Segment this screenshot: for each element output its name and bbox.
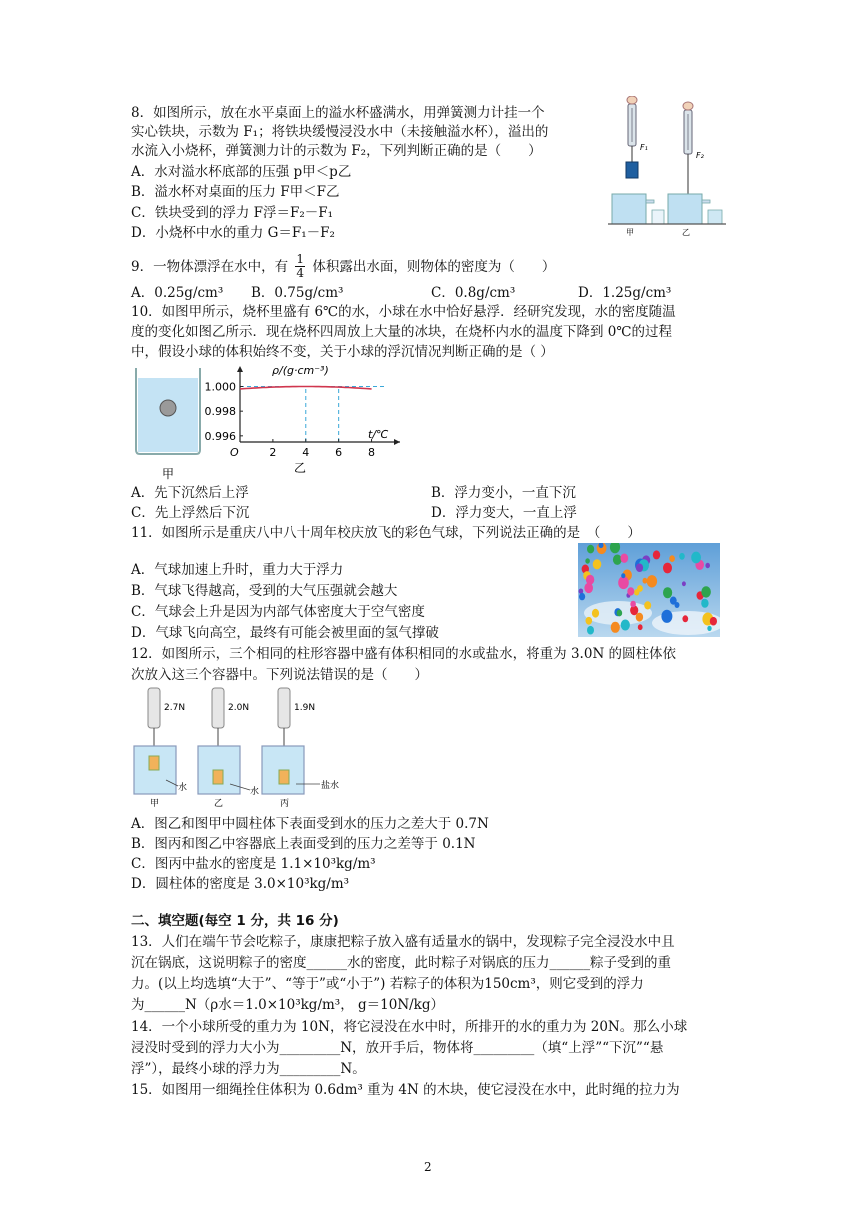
- balloon: [586, 575, 594, 585]
- q8-figure-overflow-cups: [608, 96, 726, 236]
- q9-option-c: C．0.8g/cm³: [431, 285, 516, 301]
- chart-x-axis-label: t/℃: [368, 428, 389, 441]
- q10-text-line-1: 10．如图甲所示，烧杯里盛有 6℃的水，小球在水中恰好悬浮．经研究发现，水的密度随温: [131, 304, 676, 320]
- balloon: [653, 550, 660, 559]
- page-number: 2: [424, 1160, 432, 1174]
- x-tick-label-2: 6: [335, 446, 343, 459]
- balloon: [592, 609, 599, 618]
- q12-label-bing: 丙: [280, 799, 290, 809]
- q13-text-line-3: 力。(以上均选填“大于”、“等于”或“小于”) 若粽子的体积为150cm³，则它受到的浮力: [131, 976, 644, 992]
- q8-option-a: A．水对溢水杯底部的压强 p甲＜p乙: [131, 164, 352, 180]
- q9-text: [131, 254, 555, 281]
- y-tick-label-0: 1.000: [204, 380, 236, 394]
- q8-yi-label: 乙: [682, 228, 690, 236]
- q11-text: 11．如图所示是重庆八中八十周年校庆放飞的彩色气球，下列说法正确的是 （ ）: [131, 525, 641, 541]
- q9-fraction-numerator: 1: [296, 252, 305, 266]
- q9-text-start: 9．一物体漂浮在水中，有: [131, 259, 289, 275]
- container-yi: [198, 688, 259, 809]
- section-fill-in-title: 二、填空题(每空 1 分，共 16 分): [131, 913, 339, 929]
- density-temperature-chart: [200, 362, 410, 474]
- balloon: [669, 555, 675, 562]
- balloon: [682, 615, 688, 622]
- q14-text-line-3: 浮”），最终小球的浮力为_________N。: [131, 1061, 366, 1077]
- overflow-cup-jia: [612, 194, 664, 224]
- q12-label-salt-water: 盐水: [321, 781, 340, 791]
- q12-reading-bing: 1.9N: [294, 703, 316, 713]
- q12-three-containers-figure: [128, 686, 368, 810]
- balloon: [707, 626, 711, 631]
- x-tick-label-3: 8: [368, 446, 376, 459]
- balloon: [647, 575, 657, 587]
- q8-option-c: C．铁块受到的浮力 F浮＝F₂－F₁: [131, 205, 334, 221]
- balloon: [627, 587, 634, 595]
- x-tick-label-1: 4: [302, 446, 310, 459]
- balloon: [613, 555, 622, 565]
- balloon: [663, 563, 672, 574]
- balloon: [644, 601, 651, 609]
- balloon: [630, 601, 636, 608]
- q15-text: 15．如图用一细绳拴住体积为 0.6dm³ 重为 4N 的木块，使它浸没在水中，此时绳的拉力为: [131, 1082, 680, 1098]
- q9-option-a: A．0.25g/cm³: [131, 285, 224, 301]
- q8-text-line-2: 实心铁块，示数为 F₁；将铁块缓慢浸没水中（未接触溢水杯），溢出的: [131, 124, 549, 140]
- q12-label-water-2: 水: [250, 787, 260, 797]
- q14-text-line-2: 浸没时受到的浮力大小为_________N，放开手后，物体将_________（填“上浮”“下沉”“悬: [131, 1040, 664, 1056]
- q9-fraction-denominator: 4: [296, 266, 305, 280]
- balloons-photo: [578, 543, 720, 637]
- balloon: [621, 573, 625, 578]
- q11-option-d: D．气球飞向高空，最终有可能会被里面的氢气撑破: [131, 625, 439, 641]
- q13-text-line-4: 为______N（ρ水＝1.0×10³kg/m³， g＝10N/kg）: [131, 997, 444, 1013]
- balloon: [634, 589, 639, 595]
- overflow-cup-yi: [668, 194, 722, 224]
- q11-option-c: C．气球会上升是因为内部气体密度大于空气密度: [131, 604, 425, 620]
- balloon: [620, 554, 628, 563]
- q11-option-b: B．气球飞得越高，受到的大气压强就会越大: [131, 583, 398, 599]
- balloon: [705, 563, 710, 568]
- spring-scale-jia: [626, 96, 638, 178]
- q12-option-a: A．图乙和图甲中圆柱体下表面受到水的压力之差大于 0.7N: [131, 816, 489, 832]
- q12-text-line-2: 次放入这三个容器中。下列说法错误的是（ ）: [131, 667, 428, 683]
- q10-option-c: C．先上浮然后下沉: [131, 505, 250, 521]
- q11-option-a: A．气球加速上升时，重力大于浮力: [131, 562, 344, 578]
- q8-option-d: D．小烧杯中水的重力 G＝F₁－F₂: [131, 225, 335, 241]
- q14-text-line-1: 14．一个小球所受的重力为 10N，将它浸没在水中时，所排开的水的重力为 20N。那么小球: [131, 1019, 688, 1035]
- q12-option-b: B．图丙和图乙中容器底上表面受到的压力之差等于 0.1N: [131, 836, 476, 852]
- balloon: [617, 610, 623, 617]
- balloon: [636, 563, 643, 572]
- q12-label-water-1: 水: [178, 783, 188, 793]
- q12-label-yi: 乙: [214, 799, 224, 809]
- q10-text-line-3: 中，假设小球的体积始终不变，关于小球的浮沉情况判断正确的是（ ）: [131, 344, 554, 360]
- q12-reading-jia: 2.7N: [164, 703, 186, 713]
- balloon: [663, 587, 672, 598]
- balloon: [679, 553, 685, 560]
- q10-jia-label: 甲: [162, 467, 175, 481]
- q9-option-b: B．0.75g/cm³: [251, 285, 344, 301]
- q12-text-line-1: 12．如图所示，三个相同的柱形容器中盛有体积相同的水或盐水，将重为 3.0N 的圆柱体依: [131, 646, 677, 662]
- q13-text-line-2: 沉在锅底，这说明粽子的密度______水的密度，此时粽子对锅底的压力______粽子受到的重: [131, 955, 671, 971]
- balloon: [691, 552, 701, 564]
- chart-y-axis-label: ρ/(g·cm⁻³): [272, 364, 329, 377]
- q12-option-c: C．图丙中盐水的密度是 1.1×10³kg/m³: [131, 856, 376, 872]
- balloon: [710, 617, 717, 626]
- y-tick-label-1: 0.998: [204, 405, 236, 419]
- balloon: [611, 622, 620, 633]
- balloon: [587, 626, 594, 635]
- q13-text-line-1: 13．人们在端午节会吃粽子，康康把粽子放入盛有适量水的锅中，发现粽子完全浸没水中且: [131, 934, 675, 950]
- y-axis-arrow: [237, 366, 243, 372]
- q10-option-a: A．先下沉然后上浮: [131, 485, 249, 501]
- q8-f2-label: F₂: [696, 151, 704, 160]
- q12-option-d: D．圆柱体的密度是 3.0×10³kg/m³: [131, 876, 350, 892]
- density-curve: [240, 387, 372, 390]
- balloon: [675, 602, 680, 608]
- balloon: [636, 613, 643, 622]
- x-tick-label-0: 2: [269, 446, 277, 459]
- q12-reading-yi: 2.0N: [228, 703, 250, 713]
- balloon: [579, 593, 585, 600]
- q9-text-rest: 体积露出水面，则物体的密度为（ ）: [312, 259, 556, 275]
- q10-text-line-2: 度的变化如图乙所示．现在烧杯四周放上大量的冰块，在烧杯内水的温度下降到 0℃的过程: [131, 324, 672, 340]
- balloon: [593, 559, 602, 569]
- balloon: [586, 617, 593, 625]
- x-axis-arrow: [394, 439, 400, 445]
- q9-fraction: [295, 253, 305, 280]
- q10-option-b: B．浮力变小，一直下沉: [431, 485, 576, 501]
- balloon: [682, 581, 686, 586]
- balloon: [643, 578, 648, 584]
- q8-text-line-1: 8．如图所示，放在水平桌面上的溢水杯盛满水，用弹簧测力计挂一个: [131, 105, 545, 121]
- balloon: [618, 576, 629, 589]
- floating-ball: [160, 400, 176, 416]
- balloon: [661, 610, 672, 623]
- q10-beaker-figure: [130, 364, 210, 484]
- q12-label-jia: 甲: [150, 799, 160, 809]
- q10-yi-label: 乙: [294, 461, 307, 474]
- q8-jia-label: 甲: [626, 228, 634, 236]
- balloon: [701, 599, 708, 608]
- y-tick-label-2: 0.996: [204, 429, 236, 443]
- balloon: [587, 545, 594, 554]
- container-jia: [134, 688, 187, 809]
- q10-option-d: D．浮力变大，一直上浮: [431, 505, 577, 521]
- balloon: [621, 620, 630, 631]
- chart-origin-label: O: [230, 446, 239, 459]
- balloon: [585, 558, 590, 563]
- container-bing: [262, 688, 339, 809]
- q8-option-b: B．溢水杯对桌面的压力 F甲＜F乙: [131, 184, 340, 200]
- q8-text-line-3: 水流入小烧杯，弹簧测力计的示数为 F₂，下列判断正确的是（ ）: [131, 143, 542, 159]
- balloon: [701, 586, 711, 597]
- balloon: [638, 624, 643, 630]
- q9-option-d: D．1.25g/cm³: [578, 285, 672, 301]
- q8-f1-label: F₁: [640, 143, 648, 152]
